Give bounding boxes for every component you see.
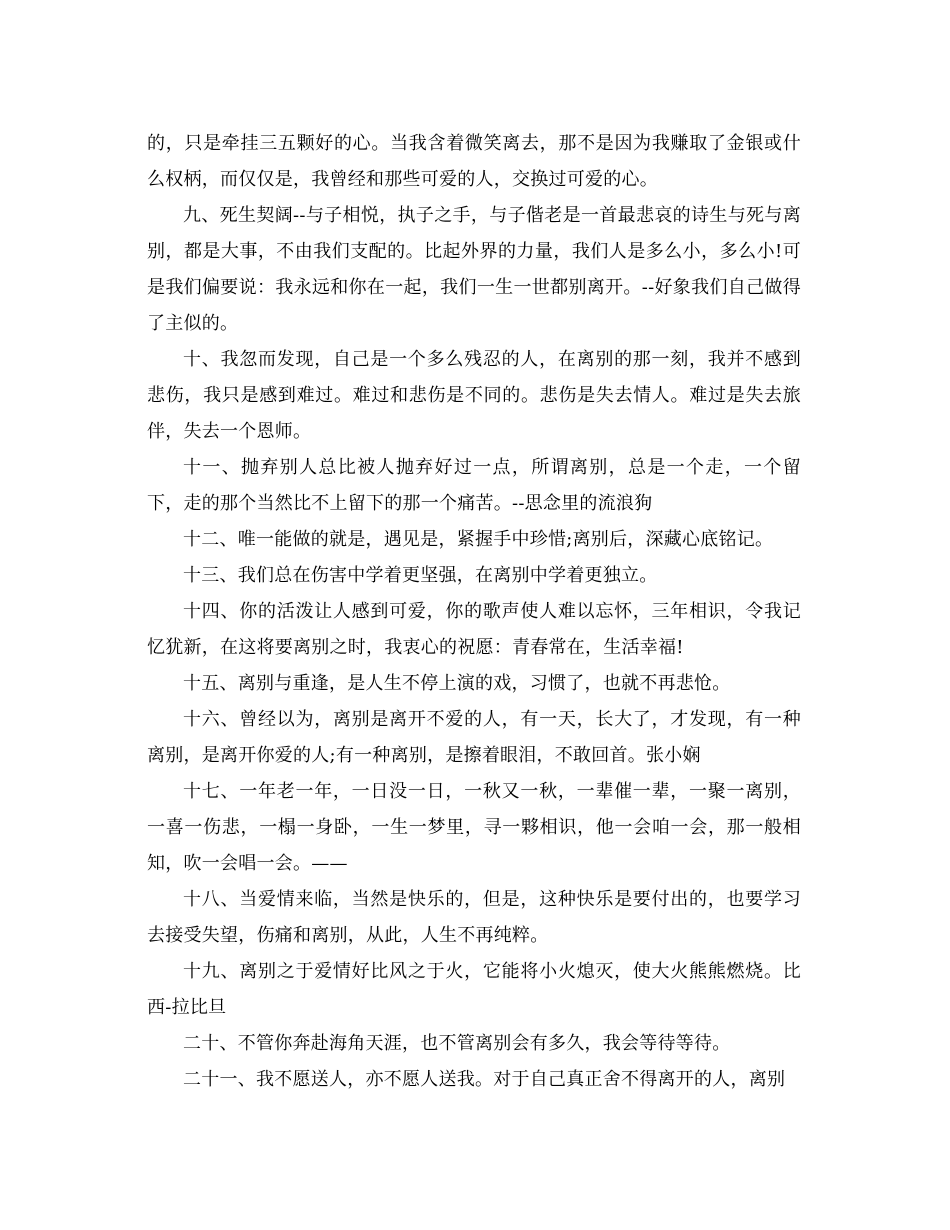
paragraph-18: 十八、当爱情来临，当然是快乐的，但是，这种快乐是要付出的，也要学习去接受失望，伤痛和离别，从此，人生不再纯粹。: [147, 889, 801, 946]
paragraph-12: 十二、唯一能做的就是，遇见是，紧握手中珍惜;离别后，深藏心底铭记。: [183, 529, 774, 550]
paragraph-19: 十九、离别之于爱情好比风之于火，它能将小火熄灭，使大火熊熊燃烧。比西-拉比旦: [147, 961, 801, 1018]
paragraph-14: 十四、你的活泼让人感到可爱，你的歌声使人难以忘怀，三年相识，令我记忆犹新，在这将要离别之时，我衷心的祝愿：青春常在，生活幸福!: [147, 601, 801, 658]
paragraph-17: 十七、一年老一年，一日没一日，一秋又一秋，一辈催一辈，一聚一离别，一喜一伤悲，一榻一身卧，一生一梦里，寻一夥相识，他一会咱一会，那一般相知，吹一会唱一会。——: [147, 781, 801, 874]
paragraph-9: 九、死生契阔--与子相悦，执子之手，与子偕老是一首最悲哀的诗生与死与离别，都是大事，不由我们支配的。比起外界的力量，我们人是多么小，多么小!可是我们偏要说：我永远和你在一起，我们一生一世都别离开。--好象我们自己做得了主似的。: [147, 205, 801, 334]
paragraph-13: 十三、我们总在伤害中学着更坚强，在离别中学着更独立。: [183, 565, 658, 586]
paragraph-21: 二十一、我不愿送人，亦不愿人送我。对于自己真正舍不得离开的人，离别: [183, 1069, 786, 1090]
document-body: [147, 126, 801, 1098]
paragraph-15: 十五、离别与重逢，是人生不停上演的戏，习惯了，也就不再悲怆。: [183, 673, 731, 694]
paragraph-11: 十一、抛弃别人总比被人抛弃好过一点，所谓离别，总是一个走，一个留下，走的那个当然比不上留下的那一个痛苦。--思念里的流浪狗: [147, 457, 801, 514]
paragraph-20: 二十、不管你奔赴海角天涯，也不管离别会有多久，我会等待等待。: [183, 1033, 731, 1054]
paragraph-continued: 的，只是牵挂三五颗好的心。当我含着微笑离去，那不是因为我赚取了金银或什么权柄，而仅仅是，我曾经和那些可爱的人，交换过可爱的心。: [147, 133, 801, 190]
paragraph-16: 十六、曾经以为，离别是离开不爱的人，有一天，长大了，才发现，有一种离别，是离开你爱的人;有一种离别，是擦着眼泪，不敢回首。张小娴: [147, 709, 801, 766]
paragraph-10: 十、我忽而发现，自己是一个多么残忍的人，在离别的那一刻，我并不感到悲伤，我只是感到难过。难过和悲伤是不同的。悲伤是失去情人。难过是失去旅伴，失去一个恩师。: [147, 349, 801, 442]
